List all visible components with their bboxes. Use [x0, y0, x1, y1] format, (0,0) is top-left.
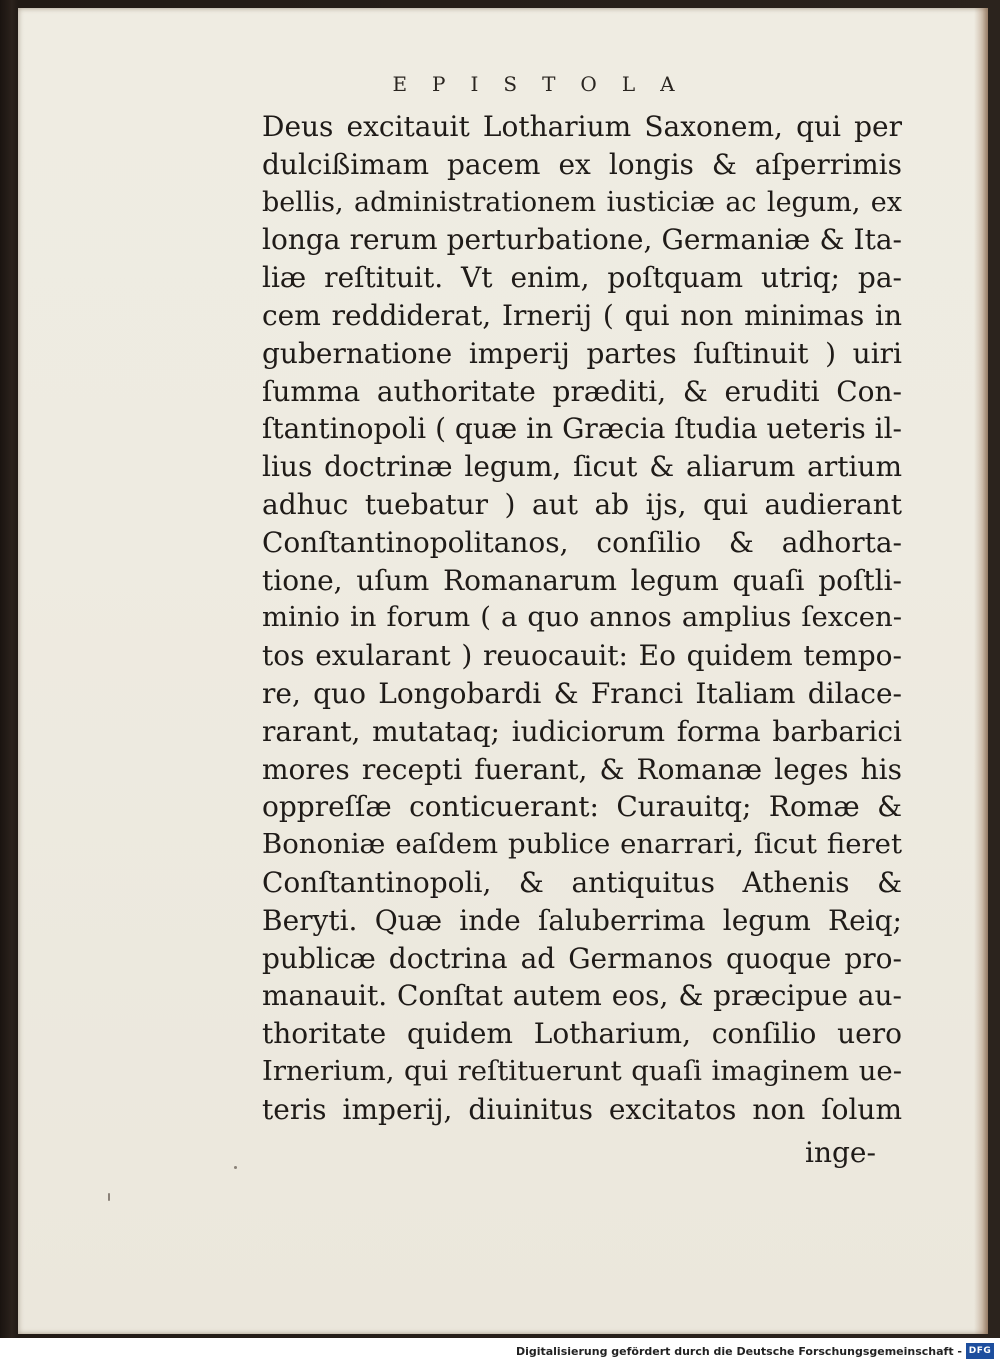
text-line: Beryti. Quæ inde ſaluberrima legum Reiq;	[262, 903, 902, 937]
page-edge-shadow	[974, 8, 988, 1334]
text-line: tos exularant ) reuocauit: Eo quidem tempo-	[262, 639, 902, 673]
body-text	[262, 108, 902, 1129]
footer-credit: Digitalisierung gefördert durch die Deutsche Forschungsgemeinschaft -	[515, 1345, 962, 1358]
text-line: cem reddiderat, Irnerij ( qui non minimas in	[262, 298, 902, 332]
running-head: EPISTOLA	[392, 72, 700, 96]
text-line: oppreſſæ conticuerant: Curauitq; Romæ &	[262, 790, 902, 824]
text-line: Conſtantinopoli, & antiquitus Athenis &	[262, 865, 902, 899]
text-line: dulcißimam pacem ex longis & aſperrimis	[262, 147, 902, 181]
text-line: liæ reſtituit. Vt enim, poſtquam utriq; pa-	[262, 261, 902, 295]
stray-mark	[234, 1166, 237, 1169]
text-line: Irnerium, qui reſtituerunt quaſi imaginem ue-	[262, 1054, 902, 1087]
text-line: teris imperij, diuinitus excitatos non ſolum	[262, 1092, 902, 1126]
text-line: bellis, administrationem iusticiæ ac legum, ex	[262, 186, 902, 218]
text-line: rarant, mutataq; iudiciorum forma barbarici	[262, 714, 902, 748]
text-line: mores recepti fuerant, & Romanæ leges his	[262, 752, 902, 786]
text-line: Bononiæ eaſdem publice enarrari, ſicut fieret	[262, 828, 902, 861]
text-line: lius doctrinæ legum, ſicut & aliarum artium	[262, 450, 902, 484]
catchword: inge-	[805, 1136, 876, 1169]
dfg-logo: DFG	[966, 1343, 994, 1359]
text-line: tione, uſum Romanarum legum quaſi poſtli-	[262, 563, 902, 597]
footer-bar	[0, 1338, 1000, 1366]
text-line: Deus excitauit Lotharium Saxonem, qui per	[262, 110, 902, 143]
text-line: manauit. Conſtat autem eos, & præcipue au-	[262, 979, 902, 1013]
stray-mark	[108, 1193, 110, 1201]
text-line: thoritate quidem Lotharium, conſilio uero	[262, 1017, 902, 1051]
text-line: Conſtantinopolitanos, conſilio & adhorta-	[262, 525, 902, 559]
text-line: re, quo Longobardi & Franci Italiam dilace-	[262, 676, 902, 710]
text-line: publicæ doctrina ad Germanos quoque pro-	[262, 941, 902, 975]
text-line: gubernatione imperij partes ſuſtinuit ) uiri	[262, 336, 902, 370]
text-line: ſtantinopoli ( quæ in Græcia ſtudia ueteris il-	[262, 412, 902, 446]
text-line: minio in forum ( a quo annos amplius ſexcen-	[262, 601, 902, 634]
text-line: adhuc tuebatur ) aut ab ijs, qui audierant	[262, 487, 902, 521]
text-line: ſumma authoritate præditi, & eruditi Con-	[262, 374, 902, 408]
text-line: longa rerum perturbatione, Germaniæ & Ita-	[262, 223, 902, 257]
